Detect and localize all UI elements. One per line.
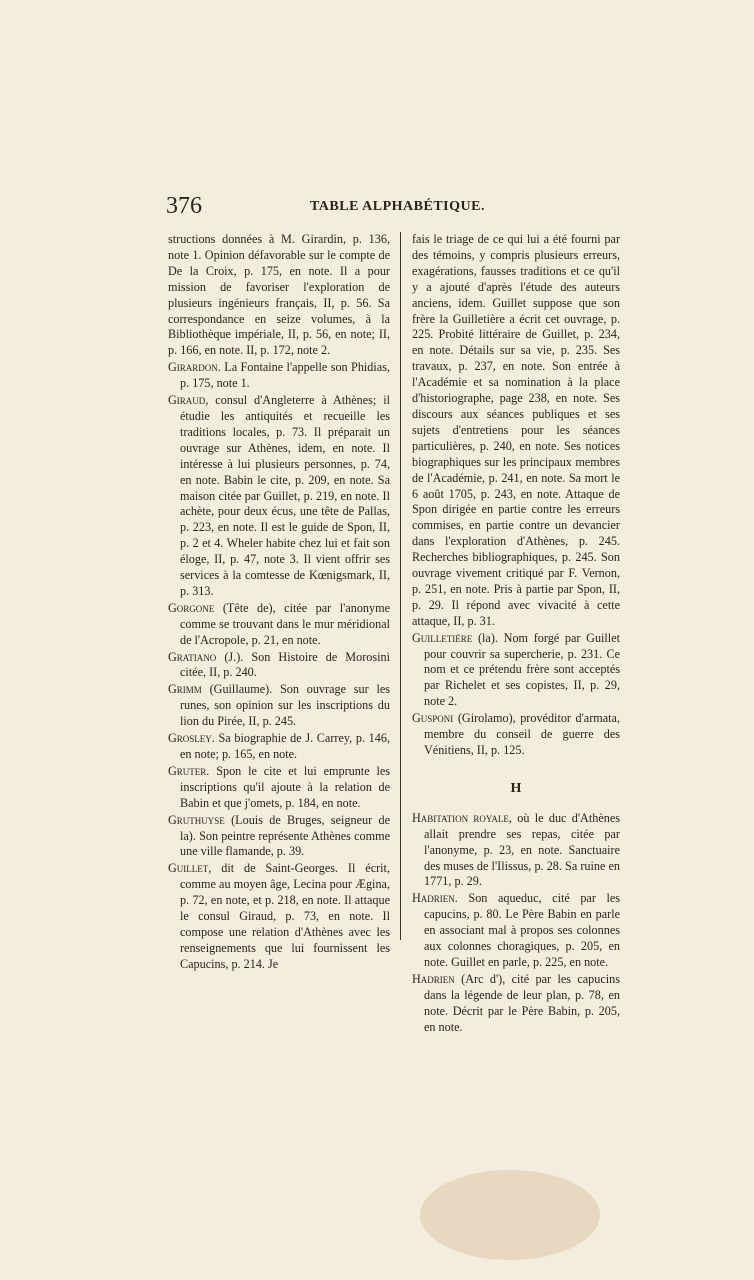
entry-headword: Gorgone: [168, 600, 215, 615]
index-entry: [412, 972, 620, 1036]
entry-headword: Habitation royale: [412, 810, 509, 825]
index-entry: [168, 731, 390, 763]
index-entry: [412, 811, 620, 891]
entry-text: Son aqueduc, cité par les capucins, p. 80. Le Père Babin en parle en associant mal à propos ses colonnes aux colonnes choragiques, p. 205, en note. Guillet en parle, p. 225, en note.: [424, 891, 620, 969]
index-entry: [168, 232, 390, 359]
index-entry: [168, 813, 390, 861]
column-divider: [400, 232, 401, 940]
entry-text: , consul d'Angleterre à Athènes; il étudie les antiquités et recueille les traditions locales, p. 73. Il préparait un ouvrage sur Athènes, idem, en note. Il intéresse à lui plusieurs personnes, p. 74, en note. Babin le cite, p. 209, en note. Sa maison citée par Guillet, p. 219, en note. Il achète, pour deux écus, une tête de Pallas, p. 223, en note. Il est le guide de Spon, II, p. 2 et 4. Wheler habite chez lui et fait son éloge, II, p. 47, note 3. Il vient offrir ses services à la comtesse de Kœnigsmark, II, p. 313.: [180, 393, 390, 598]
entry-text: (la). Nom forgé par Guillet pour couvrir sa supercherie, p. 231. Ce nom et ce prétendu frère sont acceptés par Richelet et ses copistes, II, p. 29, note 2.: [424, 630, 620, 709]
entry-headword: Gratiano: [168, 649, 217, 664]
index-entry: [168, 393, 390, 600]
entry-text: (Arc d'), cité par les capucins dans la légende de leur plan, p. 78, en note. Décrit par le Père Babin, p. 205, en note.: [424, 971, 620, 1034]
index-entry: [168, 650, 390, 682]
index-entry: [412, 891, 620, 971]
entry-headword: Girardon.: [168, 360, 221, 375]
entry-text: (Girolamo), provéditor d'armata, membre du conseil de guerre des Vénitiens, II, p. 125.: [424, 711, 620, 757]
index-entry: [168, 764, 390, 812]
entry-text: (Tête de), citée par l'anonyme comme se trouvant dans le mur méridional de l'Acropole, p. 21, en note.: [180, 600, 390, 647]
page-header: [0, 192, 754, 222]
entry-headword: Hadrien: [412, 971, 455, 986]
index-entry: [412, 232, 620, 630]
paper-stain: [420, 1170, 600, 1260]
index-entry: [412, 631, 620, 711]
entry-text: (Louis de Bruges, seigneur de la). Son peintre représente Athènes comme une ville flamande, p. 39.: [180, 812, 390, 859]
running-title: TABLE ALPHABÉTIQUE.: [310, 199, 485, 214]
index-entry: [168, 682, 390, 730]
entry-text: (J.). Son Histoire de Morosini citée, II, p. 240.: [180, 649, 390, 680]
entry-headword: Hadrien.: [412, 891, 458, 906]
entry-text: La Fontaine l'appelle son Phidias, p. 175, note 1.: [180, 360, 390, 391]
left-column: [168, 232, 390, 974]
entry-headword: Giraud: [168, 393, 206, 408]
entry-headword: Gruthuyse: [168, 812, 225, 827]
entry-text: , où le duc d'Athènes allait prendre ses repas, citée par l'anonyme, p. 23, en note. Sanctuaire des muses de l'Ilissus, p. 28. Sa ruine en 1771, p. 29.: [424, 810, 620, 889]
section-letter: H: [510, 780, 522, 796]
entry-text: , dit de Saint-Georges. Il écrit, comme au moyen âge, Lecina pour Ægina, p. 72, en note, et p. 218, en note. Il attaque le consul Giraud, p. 73, en note. Il compose une relation d'Athènes avec les renseignements que lui fournissent les Capucins, p. 214. Je: [180, 861, 390, 971]
index-entry: [168, 861, 390, 972]
index-entry: [412, 711, 620, 759]
index-entry: [168, 360, 390, 392]
entry-text: structions données à M. Girardin, p. 136, note 1. Opinion défavorable sur le compte de De la Croix, p. 175, en note. Il a pour mission de favoriser l'exploration de plusieurs ingénieurs français, II, p. 56. Sa correspondance en seize volumes, à la Bibliothèque impériale, II, p. 56, en note; II, p. 166, en note. II, p. 172, note 2.: [168, 232, 390, 358]
entry-headword: Gruter.: [168, 763, 210, 778]
entry-headword: Guilletière: [412, 630, 473, 645]
entry-text: fais le triage de ce qui lui a été fourni par des témoins, y compris plusieurs erreurs, exagérations, fausses traditions et ce qu'il y a ajouté d'après l'étude des auteurs anciens, idem. Guillet suppose que son frère la Guilletière a écrit cet ouvrage, p. 225. Probité littéraire de Guillet, p. 234, en note. Détails sur sa vie, p. 235. Ses travaux, p. 237, en note. Son entrée à l'Académie et sa nomination à la place d'historiographe, page 238, en note. Ses discours aux séances publiques et ses sujets d'entretiens pour les séances particulières, p. 240, en note. Ses notices biographiques sur les principaux membres de l'Académie, p. 241, en note. Sa mort le 6 août 1705, p. 243, en note. Attaque de Spon dirigée en partie contre les erreurs commises, en partie contre un devancier dans l'exploration d'Athènes, p. 245. Recherches bibliographiques, p. 245. Son ouvrage vivement critiqué par F. Vernon, p. 251, en note. Pris à partie par Spon, II, p. 29. Il répond avec vivacité à cette attaque, II, p. 31.: [412, 232, 620, 628]
entry-text: Spon le cite et lui emprunte les inscriptions qu'il ajoute à la relation de Babin et que j'omets, p. 184, en note.: [180, 763, 390, 810]
index-entry: [168, 601, 390, 649]
entry-headword: Guillet: [168, 861, 209, 876]
right-column: [412, 232, 620, 1037]
entry-headword: Grosley.: [168, 731, 215, 746]
entry-headword: Gusponi: [412, 711, 454, 726]
entry-text: (Guillaume). Son ouvrage sur les runes, son opinion sur les inscriptions du lion du Pirée, II, p. 245.: [180, 682, 390, 729]
entry-headword: Grimm: [168, 682, 202, 697]
entry-text: Sa biographie de J. Carrey, p. 146, en note; p. 165, en note.: [180, 731, 390, 761]
page-number: 376: [166, 193, 202, 219]
